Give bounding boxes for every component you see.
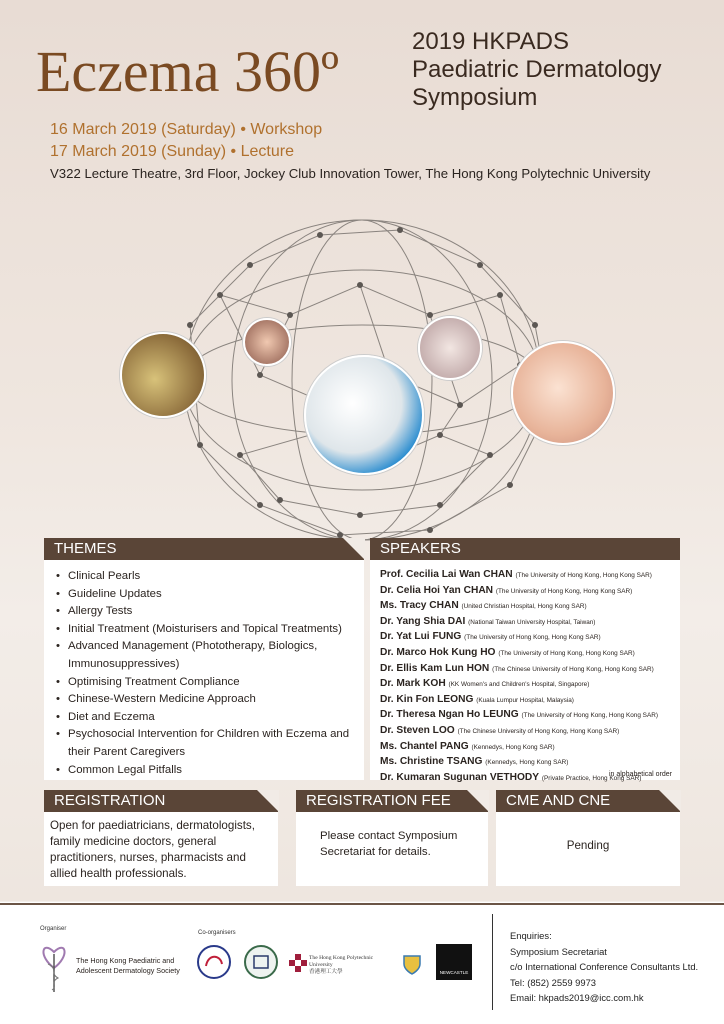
theme-item: • Optimising Treatment Compliance <box>56 674 354 692</box>
newcastle-logo-text: NEWCASTLE <box>439 970 469 975</box>
speakers-heading: SPEAKERS <box>380 540 461 557</box>
organiser-label: Organiser <box>40 926 67 932</box>
speakers-panel <box>370 560 680 783</box>
fee-heading-bar <box>296 790 488 812</box>
theme-item: • Diet and Eczema <box>56 709 354 727</box>
speaker-affiliation: (Private Practice, Hong Kong SAR) <box>541 774 642 782</box>
speaker-row <box>380 662 674 678</box>
cme-text: Pending <box>496 812 680 886</box>
theme-item: • Allergy Tests <box>56 603 354 621</box>
theme-item: • Psychosocial Intervention for Children with Eczema and their Parent Caregivers <box>56 726 354 761</box>
venue: V322 Lecture Theatre, 3rd Floor, Jockey Club Innovation Tower, The Hong Kong Polytechnic University <box>50 166 651 181</box>
speaker-row <box>380 599 674 615</box>
cme-heading-bar <box>496 790 680 812</box>
speaker-row <box>380 646 674 662</box>
speaker-affiliation: (KK Women's and Children's Hospital, Singapore) <box>448 681 590 689</box>
coorganisers-label: Co-organisers <box>198 930 236 936</box>
polyu-name-en: The Hong Kong Polytechnic University <box>309 955 374 968</box>
speaker-affiliation: (The University of Hong Kong, Hong Kong SAR) <box>521 712 658 720</box>
polyu-name-zh: 香港理工大學 <box>309 969 343 975</box>
speaker-name: Dr. Kumaran Sugunan VETHODY <box>380 771 540 783</box>
speaker-affiliation: (The University of Hong Kong, Hong Kong SAR) <box>515 572 652 579</box>
event-title: Eczema 360º <box>36 39 339 104</box>
footer-divider <box>0 903 724 905</box>
speaker-row <box>380 755 674 771</box>
speaker-name: Dr. Steven LOO <box>380 724 455 736</box>
theme-item: • Chinese-Western Medicine Approach <box>56 691 354 709</box>
skin-cream-photo <box>418 316 482 380</box>
speaker-name: Dr. Ellis Kam Lun HON <box>380 662 490 674</box>
fee-text: Please contact Symposium Secretariat for details. <box>296 812 488 886</box>
alphabetical-note: in alphabetical order <box>608 771 672 778</box>
speaker-affiliation: (Kennedys, Hong Kong SAR) <box>485 759 569 767</box>
speaker-affiliation: (The University of Hong Kong, Hong Kong SAR) <box>464 634 601 642</box>
speaker-affiliation: (The Chinese University of Hong Kong, Hong Kong SAR) <box>492 665 654 673</box>
theme-item: • Guideline Updates <box>56 586 354 604</box>
theme-item: • Clinical Pearls <box>56 568 354 586</box>
speaker-affiliation: (The Chinese University of Hong Kong, Hong Kong SAR) <box>457 727 620 735</box>
child-face-photo <box>243 318 291 366</box>
footer-vertical-divider <box>492 914 493 1010</box>
fee-heading: REGISTRATION FEE <box>306 792 451 809</box>
date-lecture: 17 March 2019 (Sunday) • Lecture <box>50 143 294 160</box>
speaker-affiliation: (Kuala Lumpur Hospital, Malaysia) <box>476 696 574 704</box>
speaker-row <box>380 584 674 600</box>
speaker-row <box>380 693 674 709</box>
theme-item: • Advanced Management (Phototherapy, Biologics, Immunosuppressives) <box>56 638 354 673</box>
speaker-affiliation: (United Christian Hospital, Hong Kong SAR) <box>461 603 587 611</box>
email: Email: hkpads2019@icc.com.hk <box>510 992 644 1004</box>
registration-text: Open for paediatricians, dermatologists, family medicine doctors, general practitioners, nurses, pharmacists and allied health professionals. <box>44 812 278 886</box>
speaker-affiliation: (The University of Hong Kong, Hong Kong SAR) <box>495 587 633 595</box>
coorganiser-logo-1 <box>196 944 232 980</box>
baby-photo <box>511 341 615 445</box>
speaker-row <box>380 568 674 584</box>
gloved-hands-photo <box>304 355 424 475</box>
date-workshop: 16 March 2019 (Saturday) • Workshop <box>50 121 323 138</box>
speaker-name: Ms. Tracy CHAN <box>380 600 459 612</box>
speaker-affiliation: (Kennedys, Hong Kong SAR) <box>471 743 555 751</box>
polyu-name <box>309 955 389 976</box>
hkpads-logo <box>36 934 72 996</box>
theme-item: • Initial Treatment (Moisturisers and Topical Treatments) <box>56 621 354 639</box>
theme-item: • Common Legal Pitfalls <box>56 762 354 780</box>
themes-heading: THEMES <box>54 540 117 557</box>
speaker-name: Dr. Mark KOH <box>380 678 446 690</box>
speaker-affiliation: (The University of Hong Kong, Hong Kong SAR) <box>498 649 635 657</box>
speaker-name: Dr. Yat Lui FUNG <box>380 631 462 643</box>
speaker-name: Dr. Yang Shia DAI <box>380 615 466 627</box>
speaker-name: Prof. Cecilia Lai Wan CHAN <box>380 569 513 580</box>
speaker-list <box>380 568 674 786</box>
herbal-medicine-photo <box>120 332 206 418</box>
speaker-row <box>380 630 674 646</box>
symposium-line-3: Symposium <box>412 84 538 111</box>
enquiries-block <box>510 928 698 1006</box>
coorganiser-logo-4 <box>400 952 424 976</box>
speaker-name: Dr. Celia Hoi Yan CHAN <box>380 584 494 596</box>
speaker-name: Ms. Chantel PANG <box>380 740 469 752</box>
symposium-line-1: 2019 HKPADS <box>412 28 569 55</box>
speaker-affiliation: (National Taiwan University Hospital, Taiwan) <box>468 618 596 626</box>
newcastle-logo <box>436 944 472 980</box>
organiser-name: The Hong Kong Paediatric and Adolescent Dermatology Society <box>76 956 180 975</box>
speaker-row <box>380 724 674 740</box>
themes-panel <box>44 560 364 780</box>
speaker-row <box>380 677 674 693</box>
symposium-title <box>412 28 712 112</box>
themes-list <box>56 568 354 779</box>
themes-heading-bar <box>44 538 364 560</box>
cme-heading: CME AND CNE <box>506 792 611 809</box>
speaker-name: Ms. Christine TSANG <box>380 756 483 768</box>
company-name: c/o International Conference Consultants Ltd. <box>510 961 699 973</box>
speakers-heading-bar <box>370 538 680 560</box>
polyu-logo <box>289 954 307 972</box>
speaker-row <box>380 740 674 756</box>
telephone: Tel: (852) 2559 9973 <box>510 976 596 988</box>
speaker-name: Dr. Marco Hok Kung HO <box>380 646 496 658</box>
speaker-name: Dr. Kin Fon LEONG <box>380 693 474 705</box>
symposium-line-2: Paediatric Dermatology <box>412 56 662 83</box>
speaker-row <box>380 615 674 631</box>
speaker-row <box>380 708 674 724</box>
registration-heading: REGISTRATION <box>54 792 166 809</box>
enquiries-label: Enquiries: <box>510 930 552 941</box>
secretariat-name: Symposium Secretariat <box>510 945 607 957</box>
coorganiser-logo-2 <box>243 944 279 980</box>
registration-heading-bar <box>44 790 278 812</box>
speaker-name: Dr. Theresa Ngan Ho LEUNG <box>380 709 519 721</box>
